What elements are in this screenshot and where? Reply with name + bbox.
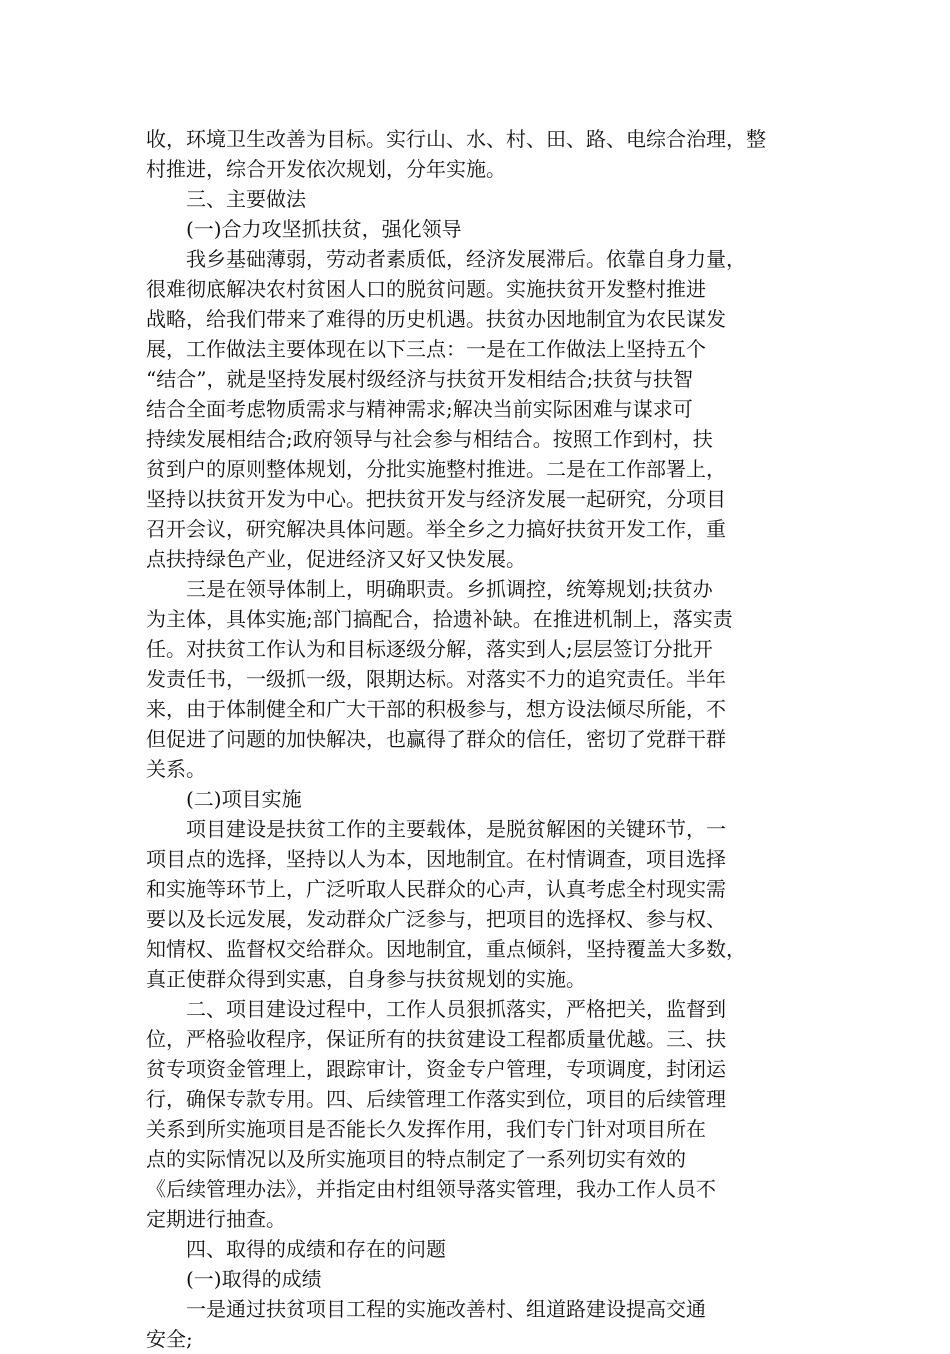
paragraph [146,1264,812,1294]
text-line: 关系。 [146,757,206,781]
text-line: 坚持以扶贫开发为中心。把扶贫开发与经济发展一起研究，分项目 [146,487,726,511]
paragraph [146,1234,812,1264]
text-line: 《后续管理办法》，并指定由村组领导落实管理，我办工作人员不 [146,1177,716,1201]
paragraph [146,1294,812,1354]
text-line: 四、取得的成绩和存在的问题 [186,1237,446,1261]
text-line: 三是在领导体制上，明确职责。乡抓调控，统筹规划;扶贫办 [186,577,713,601]
text-line: 很难彻底解决农村贫困人口的脱贫问题。实施扶贫开发整村推进 [146,277,706,301]
text-line: 召开会议，研究解决具体问题。举全乡之力搞好扶贫开发工作，重 [146,517,726,541]
text-line: 贫到户的原则整体规划，分批实施整村推进。二是在工作部署上， [146,457,726,481]
text-line: 定期进行抽查。 [146,1207,286,1231]
text-line: 三、主要做法 [186,187,306,211]
text-line: 战略，给我们带来了难得的历史机遇。扶贫办因地制宜为农民谋发 [146,307,726,331]
text-line: 贫专项资金管理上，跟踪审计，资金专户管理，专项调度，封闭运 [146,1057,726,1081]
text-line: 任。对扶贫工作认为和目标逐级分解，落实到人;层层签订分批开 [146,637,713,661]
paragraph [146,244,812,574]
text-line: 来，由于体制健全和广大干部的积极参与，想方设法倾尽所能，不 [146,697,726,721]
text-line: (二)项目实施 [186,787,302,811]
text-line: 收，环境卫生改善为目标。实行山、水、村、田、路、电综合治理，整 [146,127,766,151]
paragraph [146,814,812,994]
text-line: 真正使群众得到实惠，自身参与扶贫规划的实施。 [146,967,586,991]
text-line: 要以及长远发展，发动群众广泛参与，把项目的选择权、参与权、 [146,907,726,931]
text-line: 为主体，具体实施;部门搞配合，拾遗补缺。在推进机制上，落实责 [146,607,733,631]
paragraph [146,994,812,1234]
text-line: 位，严格验收程序，保证所有的扶贫建设工程都质量优越。三、扶 [146,1027,726,1051]
paragraph [146,214,812,244]
text-line: 点扶持绿色产业，促进经济又好又快发展。 [146,547,526,571]
text-line: 发责任书，一级抓一级，限期达标。对落实不力的追究责任。半年 [146,667,726,691]
text-line: 点的实际情况以及所实施项目的特点制定了一系列切实有效的 [146,1147,686,1171]
text-line: 但促进了问题的加快解决，也赢得了群众的信任，密切了党群干群 [146,727,726,751]
text-line: 结合全面考虑物质需求与精神需求;解决当前实际困难与谋求可 [146,397,693,421]
paragraph [146,124,812,184]
text-line: 展，工作做法主要体现在以下三点：一是在工作做法上坚持五个 [146,337,706,361]
paragraph [146,784,812,814]
text-line: 知情权、监督权交给群众。因地制宜，重点倾斜，坚持覆盖大多数， [146,937,746,961]
text-line: 二、项目建设过程中，工作人员狠抓落实，严格把关，监督到 [186,997,726,1021]
text-line: 一是通过扶贫项目工程的实施改善村、组道路建设提高交通 [186,1297,706,1321]
text-line: 关系到所实施项目是否能长久发挥作用，我们专门针对项目所在 [146,1117,706,1141]
text-line: (一)取得的成绩 [186,1267,322,1291]
text-line: 村推进，综合开发依次规划，分年实施。 [146,157,506,181]
text-line: (一)合力攻坚抓扶贫，强化领导 [186,217,462,241]
text-line: 我乡基础薄弱，劳动者素质低，经济发展滞后。依靠自身力量， [186,247,746,271]
document-page [146,124,812,1354]
text-line: 行，确保专款专用。四、后续管理工作落实到位，项目的后续管理 [146,1087,726,1111]
text-line: 项目点的选择，坚持以人为本，因地制宜。在村情调查，项目选择 [146,847,726,871]
text-line: 安全; [146,1327,193,1351]
text-line: 和实施等环节上，广泛听取人民群众的心声，认真考虑全村现实需 [146,877,726,901]
paragraph [146,184,812,214]
text-line: “结合”，就是坚持发展村级经济与扶贫开发相结合;扶贫与扶智 [146,367,694,391]
paragraph [146,574,812,784]
text-line: 持续发展相结合;政府领导与社会参与相结合。按照工作到村，扶 [146,427,713,451]
text-line: 项目建设是扶贫工作的主要载体，是脱贫解困的关键环节，一 [186,817,726,841]
